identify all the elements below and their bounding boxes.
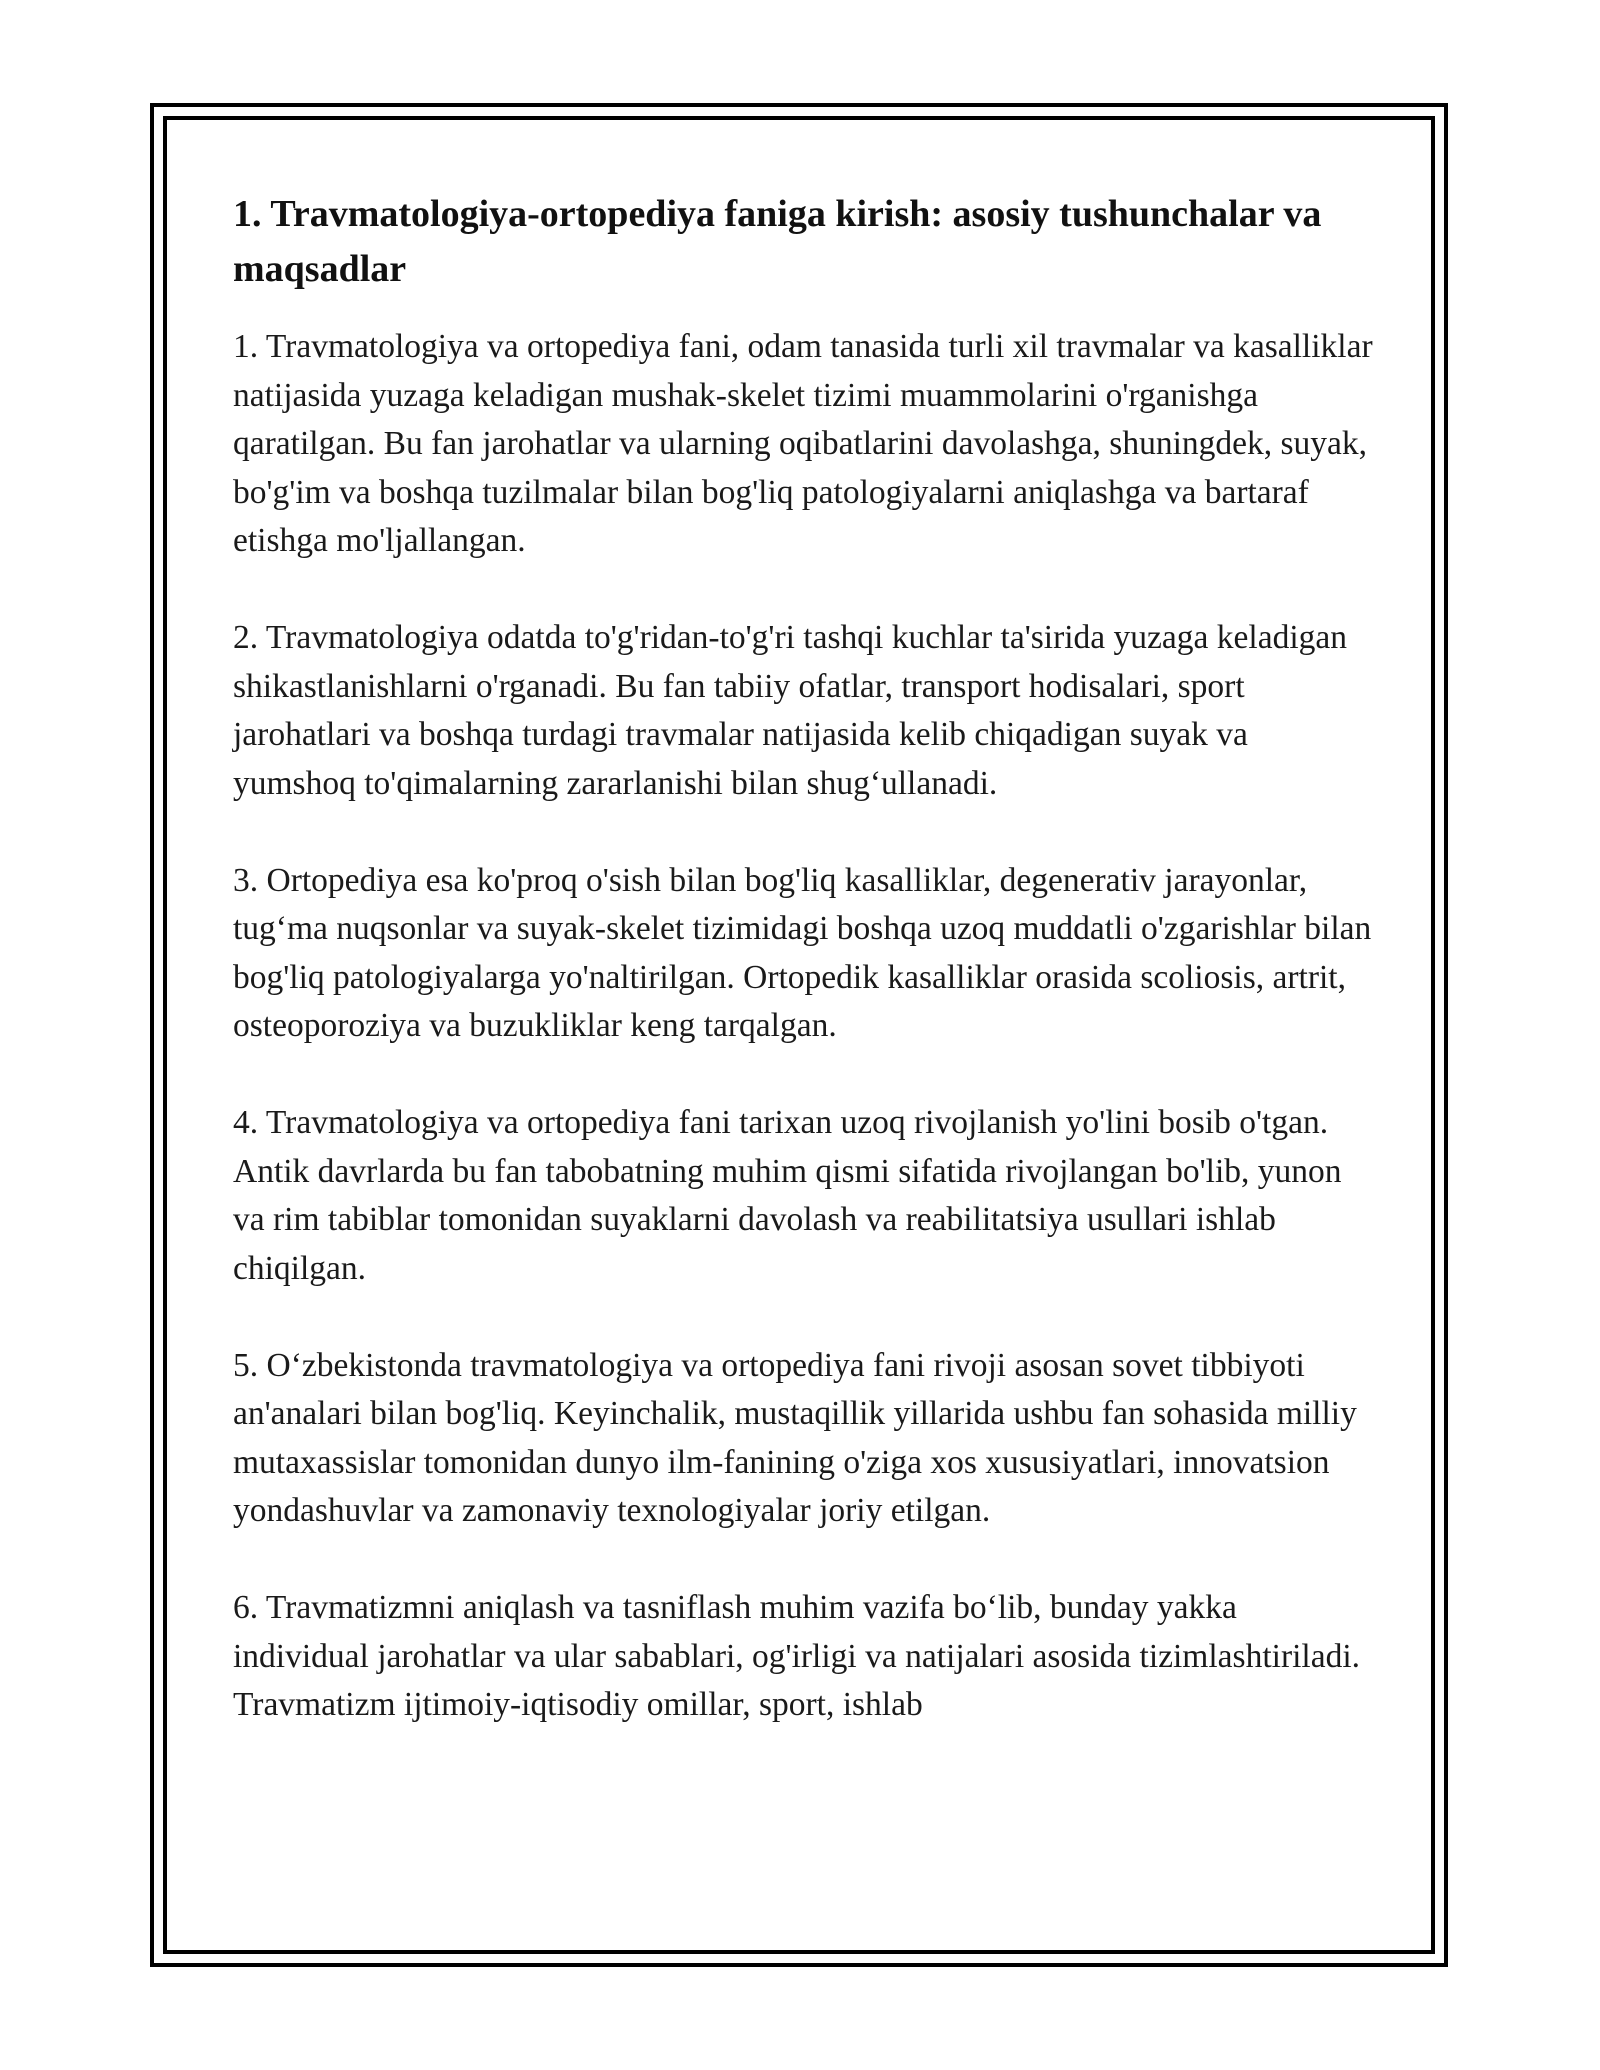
paragraph-4: 4. Travmatologiya va ortopediya fani tarixan uzoq rivojlanish yo'lini bosib o'tgan. Antik davrlarda bu fan tabobatning muhim qismi sifatida rivojlangan bo'lib, yunon va rim tabiblar tomonidan suyaklarni davolash va reabilitatsiya usullari ishlab chiqilgan. [233,1104,1342,1287]
paragraph-5: 5. O‘zbekistonda travmatologiya va ortopediya fani rivoji asosan sovet tibbiyoti an'analari bilan bog'liq. Keyinchalik, mustaqillik yillarida ushbu fan sohasida milliy mutaxassislar tomonidan dunyo ilm-fanining o'ziga xos xususiyatlari, innovatsion yondashuvlar va zamonaviy texnologiyalar joriy etilgan. [233,1346,1357,1529]
document-title: 1. Travmatologiya-ortopediya faniga kirish: asosiy tushunchalar va maqsadlar [233,193,1322,290]
paragraph-2: 2. Travmatologiya odatda to'g'ridan-to'g'ri tashqi kuchlar ta'sirida yuzaga keladigan shikastlanishlarni o'rganadi. Bu fan tabiiy ofatlar, transport hodisalari, sport jarohatlari va boshqa turdagi travmalar natijasida kelib chiqadigan suyak va yumshoq to'qimalarning zararlanishi bilan shug‘ullanadi. [233,619,1347,802]
paragraph-1: 1. Travmatologiya va ortopediya fani, odam tanasida turli xil travmalar va kasalliklar natijasida yuzaga keladigan mushak-skelet tizimi muammolarini o'rganishga qaratilgan. Bu fan jarohatlar va ularning oqibatlarini davolashga, shuningdek, suyak, bo'g'im va boshqa tuzilmalar bilan bog'liq patologiyalarni aniqlashga va bartaraf etishga mo'ljallangan. [233,328,1373,559]
paragraph-6: 6. Travmatizmni aniqlash va tasniflash muhim vazifa bo‘lib, bunday yakka individual jarohatlar va ular sabablari, og'irligi va natijalari asosida tizimlashtiriladi. Travmatizm ijtimoiy-iqtisodiy omillar, sport, ishlab [233,1589,1361,1723]
paragraph-3: 3. Ortopediya esa ko'proq o'sish bilan bog'liq kasalliklar, degenerativ jarayonlar, tug‘ma nuqsonlar va suyak-skelet tizimidagi boshqa uzoq muddatli o'zgarishlar bilan bog'liq patologiyalarga yo'naltirilgan. Ortopedik kasalliklar orasida scoliosis, artrit, osteoporoziya va buzukliklar keng tarqalgan. [233,861,1372,1044]
document-body [233,187,1378,1778]
